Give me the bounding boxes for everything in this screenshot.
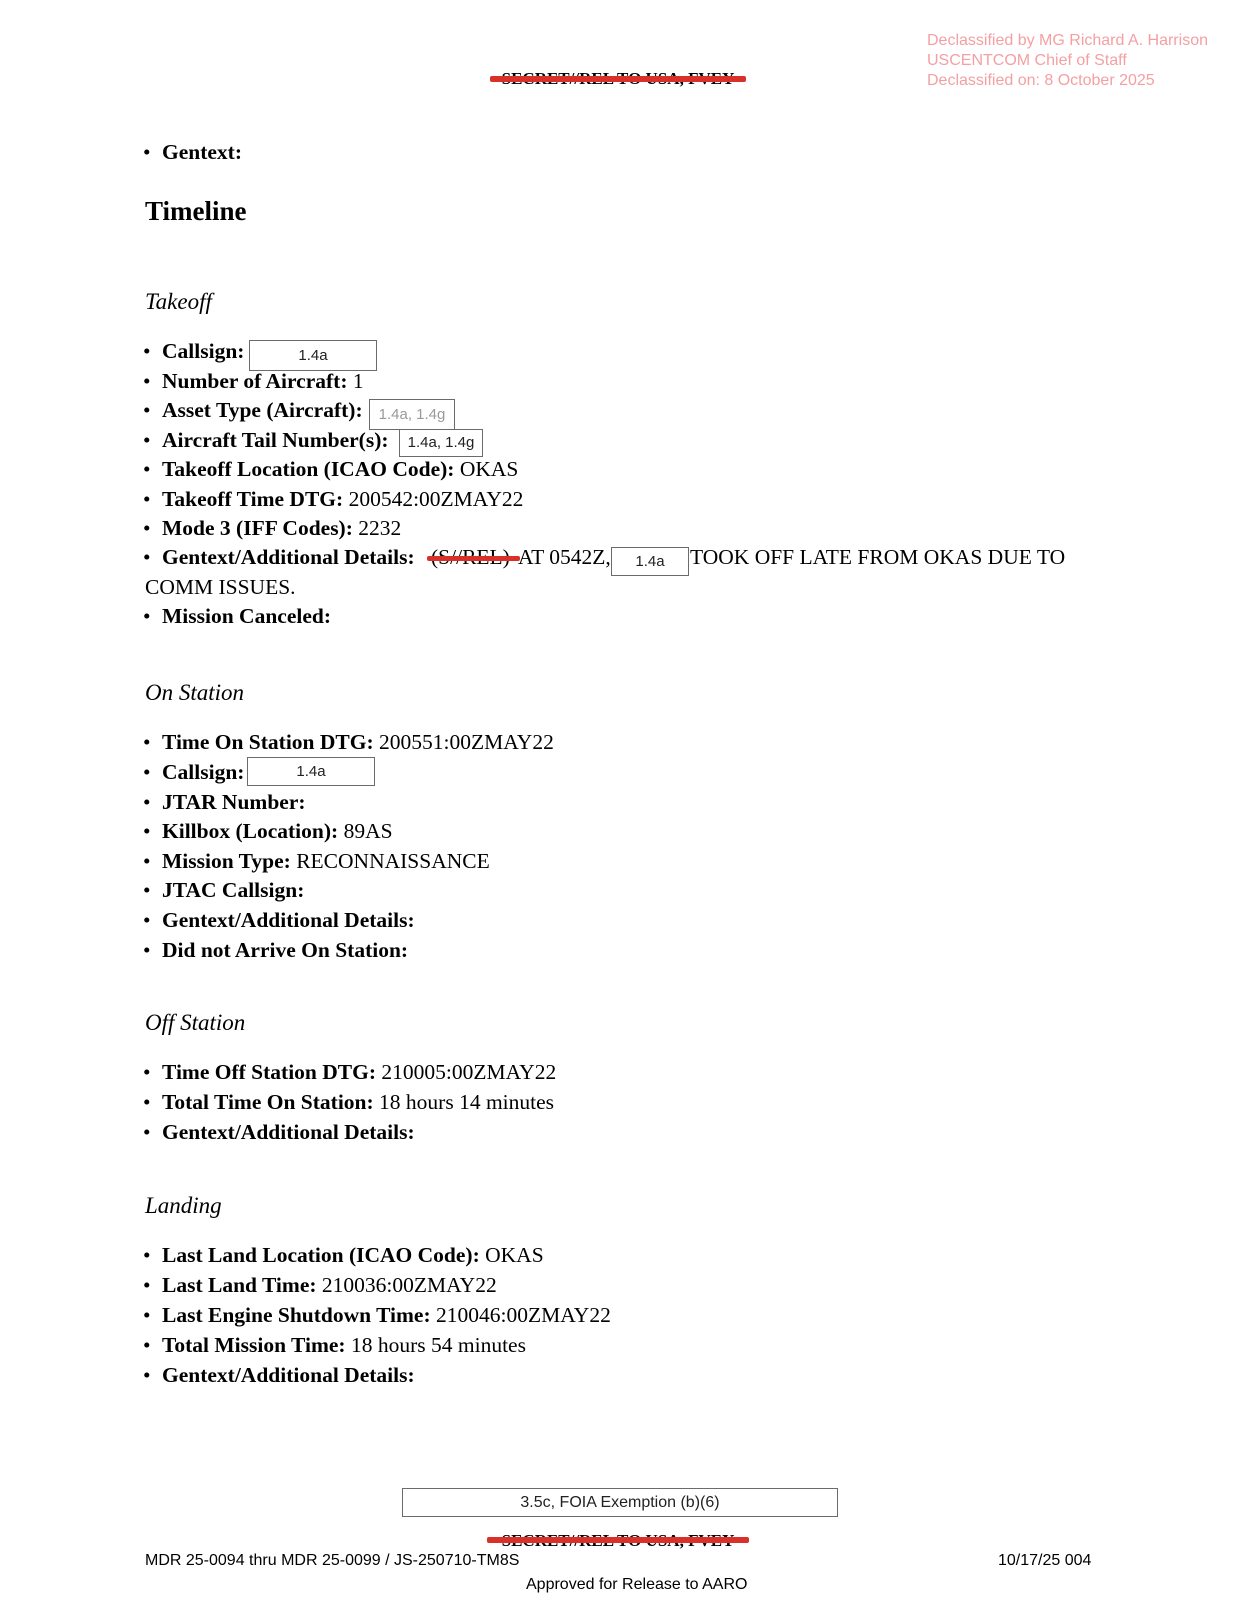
subsection-heading-landing: Landing: [145, 1193, 222, 1218]
list-item-mission-canceled: • Mission Canceled:: [143, 604, 332, 628]
list-item-last-engine-shutdown: • Last Engine Shutdown Time: 210046:00ZMAY22: [143, 1303, 611, 1327]
list-item-takeoff-location: • Takeoff Location (ICAO Code): OKAS: [143, 457, 519, 481]
list-item-tail-number: • Aircraft Tail Number(s):: [143, 428, 389, 452]
section-title-timeline: Timeline: [145, 196, 247, 226]
redaction-box-asset-type: 1.4a, 1.4g: [369, 399, 455, 430]
redaction-box-tail-number: 1.4a, 1.4g: [399, 429, 483, 457]
list-item-jtar-number: • JTAR Number:: [143, 790, 306, 814]
list-item-time-off-station: • Time Off Station DTG: 210005:00ZMAY22: [143, 1060, 557, 1084]
footer-document-reference: MDR 25-0094 thru MDR 25-0099 / JS-250710-TM8S: [145, 1552, 520, 1569]
gentext-text-part3: COMM ISSUES.: [145, 575, 296, 599]
gentext-text-part1: AT 0542Z,: [518, 545, 611, 569]
subsection-heading-on-station: On Station: [145, 680, 245, 705]
list-item-killbox: • Killbox (Location): 89AS: [143, 819, 393, 843]
list-item-takeoff-gentext-label: • Gentext/Additional Details:: [143, 545, 415, 569]
footer-page-reference: 10/17/25 004: [998, 1552, 1092, 1569]
list-item-mission-type: • Mission Type: RECONNAISSANCE: [143, 849, 490, 873]
declass-line-3: Declassified on: 8 October 2025: [927, 72, 1155, 89]
list-item-total-mission-time: • Total Mission Time: 18 hours 54 minutes: [143, 1333, 526, 1357]
redaction-box-foia-exemption: 3.5c, FOIA Exemption (b)(6): [402, 1488, 838, 1517]
declass-line-2: USCENTCOM Chief of Staff: [927, 52, 1127, 69]
list-item-landing-gentext: • Gentext/Additional Details:: [143, 1363, 415, 1387]
list-item: • Gentext:: [143, 140, 242, 164]
list-item-number-of-aircraft: • Number of Aircraft: 1: [143, 369, 364, 393]
list-item-off-station-gentext: • Gentext/Additional Details:: [143, 1120, 415, 1144]
redaction-box-callsign: 1.4a: [249, 340, 377, 371]
list-item-on-station-callsign: • Callsign:: [143, 760, 245, 784]
footer-release-note: Approved for Release to AARO: [526, 1576, 748, 1593]
gentext-label: Gentext:: [162, 140, 242, 164]
redaction-box-gentext: 1.4a: [611, 547, 689, 576]
header-classification-strike: [490, 76, 746, 82]
footer-classification-strike: [487, 1537, 749, 1543]
list-item-did-not-arrive: • Did not Arrive On Station:: [143, 938, 409, 962]
gentext-text-part2: TOOK OFF LATE FROM OKAS DUE TO: [690, 545, 1066, 569]
list-item-time-on-station: • Time On Station DTG: 200551:00ZMAY22: [143, 730, 554, 754]
gentext-marking-strike: [427, 556, 520, 561]
list-item-takeoff-time: • Takeoff Time DTG: 200542:00ZMAY22: [143, 487, 524, 511]
redaction-box-on-station-callsign: 1.4a: [247, 757, 375, 786]
declass-line-1: Declassified by MG Richard A. Harrison: [927, 32, 1208, 49]
list-item-jtac-callsign: • JTAC Callsign:: [143, 878, 305, 902]
list-item-callsign: • Callsign:: [143, 339, 245, 363]
list-item-asset-type: • Asset Type (Aircraft):: [143, 398, 363, 422]
subsection-heading-off-station: Off Station: [145, 1010, 246, 1035]
list-item-on-station-gentext: • Gentext/Additional Details:: [143, 908, 415, 932]
declassification-stamp: [927, 31, 1208, 91]
list-item-last-land-time: • Last Land Time: 210036:00ZMAY22: [143, 1273, 497, 1297]
subsection-heading-takeoff: Takeoff: [145, 289, 212, 314]
list-item-total-time-on-station: • Total Time On Station: 18 hours 14 minutes: [143, 1090, 555, 1114]
list-item-mode3: • Mode 3 (IFF Codes): 2232: [143, 516, 402, 540]
list-item-last-land-location: • Last Land Location (ICAO Code): OKAS: [143, 1243, 544, 1267]
